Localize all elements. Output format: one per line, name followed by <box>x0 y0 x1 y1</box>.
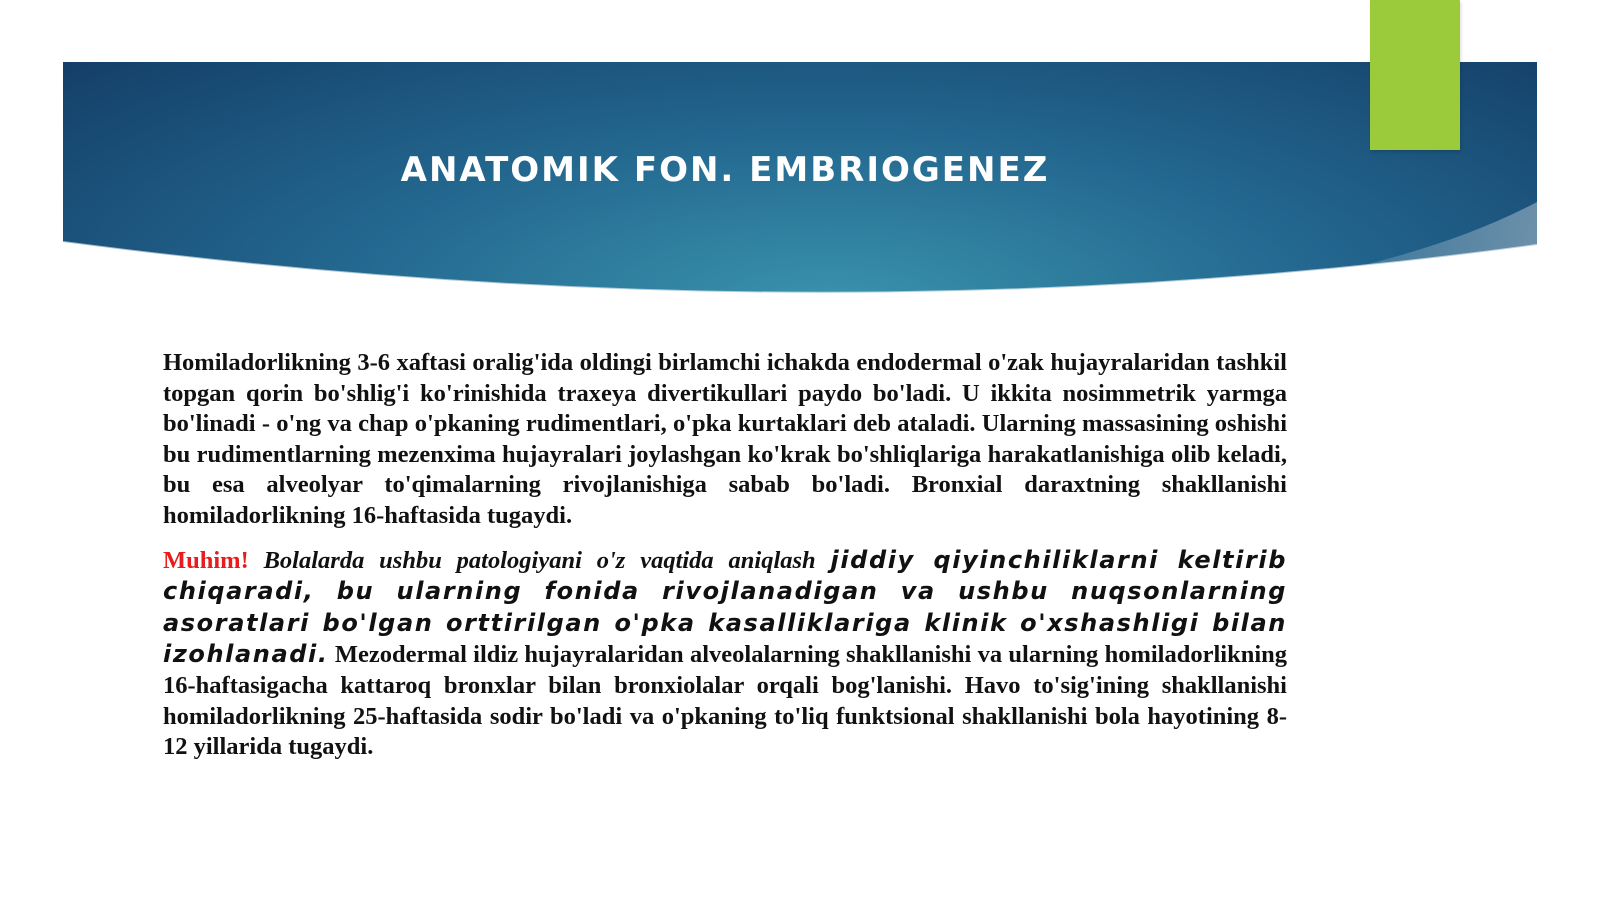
paragraph-alveoli: Mezodermal ildiz hujayralaridan alveolalarning shakllanishi va ularning homiladorlikning 16-haftasigacha kattaroq bronxlar bilan bronxiolalar orqali bog'lanishi. Havo to'sig'ining shakllanishi homiladorlikning 25-haftasida sodir bo'ladi va o'pkaning to'liq funktsional shakllanishi bola hayotining 8-12 yillarida tugaydi. <box>163 641 1288 761</box>
slide-content <box>163 348 1287 776</box>
accent-bar <box>1370 0 1460 150</box>
italic-sans-text: jiddiy qiyinchiliklarni keltirib chiqaradi, bu ularning fonida rivojlanadigan va ushbu nuqsonlarning asoratlari bo'lgan orttirilgan o'pka kasalliklariga klinik o'xshashligi bilan izohlanadi. <box>163 545 1287 669</box>
important-label: Muhim! <box>163 546 249 574</box>
slide-title: ANATOMIK FON. EMBRIOGENEZ <box>400 150 1050 190</box>
italic-serif-text: Bolalarda ushbu patologiyani o'z vaqtida aniqlash <box>263 546 816 574</box>
paragraph-important <box>163 545 1287 763</box>
paragraph-embryogenesis: Homiladorlikning 3-6 xaftasi oralig'ida oldingi birlamchi ichakda endodermal o'zak hujayralaridan tashkil topgan qorin bo'shlig'i ko'rinishida traxeya divertikullari paydo bo'ladi. U ikkita nosimmetrik yarmga bo'linadi - o'ng va chap o'pkaning rudimentlari, o'pka kurtaklari deb ataladi. Ularning massasining oshishi bu rudimentlarning mezenxima hujayralari joylashgan ko'krak bo'shliqlariga harakatlanishiga olib keladi, bu esa alveolyar to'qimalarning rivojlanishiga sabab bo'ladi. Bronxial daraxtning shakllanishi homiladorlikning 16-haftasida tugaydi. <box>163 349 1287 529</box>
